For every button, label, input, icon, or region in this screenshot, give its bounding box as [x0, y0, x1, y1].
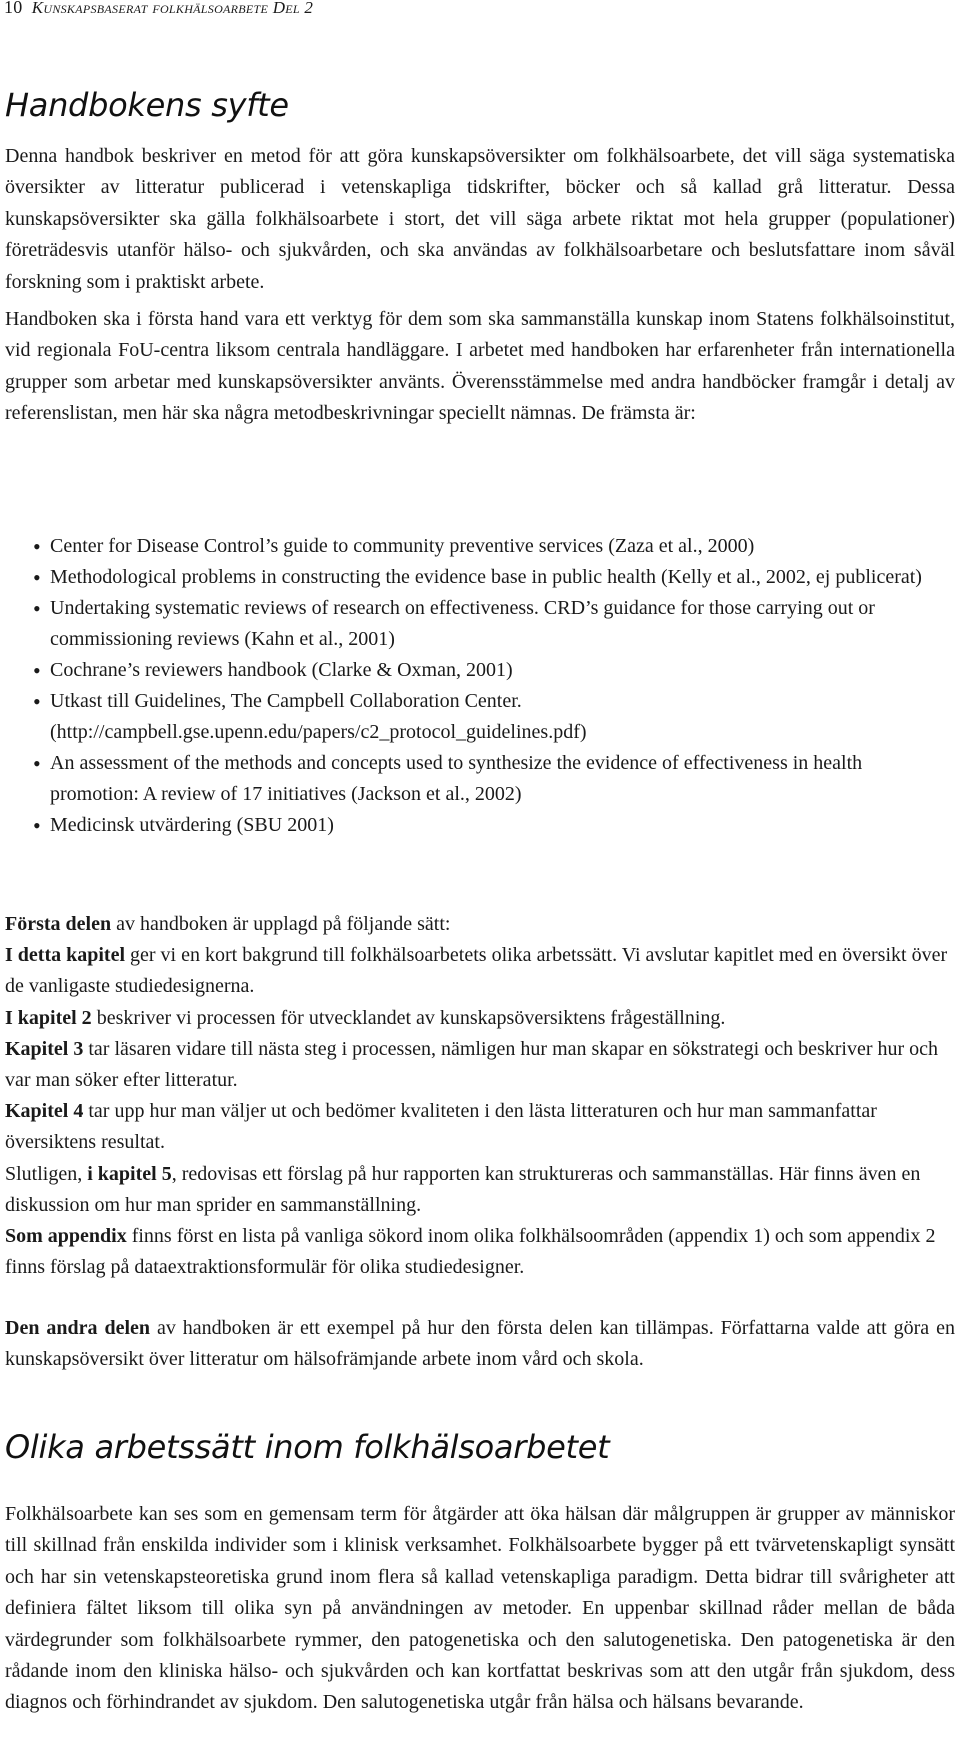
list-item: • Medicinsk utvärdering (SBU 2001) [5, 810, 955, 841]
page-number: 10 [4, 0, 23, 17]
intro-paragraph: Denna handbok beskriver en metod för att göra kunskapsöversikter om folkhälsoarbete, det vill säga systematiska översikter av litteratur publicerad i vetenskapliga tidskrifter, böcker och så kallad grå litteratur. Dessa kunskapsöversikter ska gälla folkhälsoarbete i stort, det vill säga arbete riktat mot hela grupper (populationer) företrädesvis utanför hälso- och sjukvården, och ska användas av folkhälsoarbetare och beslutsfattare inom såväl forskning som i praktiskt arbete. [5, 145, 955, 293]
section-heading-olika-arbetssatt: Olika arbetssätt inom folkhälsoarbetet [5, 1428, 610, 1466]
section-heading-handbokens-syfte: Handbokens syfte [5, 86, 289, 124]
list-item: • Center for Disease Control’s guide to community preventive services (Zaza et al., 2000) [5, 531, 955, 562]
structure-line: Som appendix finns först en lista på vanliga sökord inom olika folkhälsoområden (appendix 1) och som appendix 2 finns förslag på dataextraktionsformulär för olika studiedesigner. [5, 1225, 936, 1279]
structure-line: I detta kapitel ger vi en kort bakgrund till folkhälsoarbetets olika arbetssätt. Vi avslutar kapitlet med en översikt över de vanligaste studiedesignerna. [5, 944, 948, 998]
structure-line: I kapitel 2 beskriver vi processen för utvecklandet av kunskapsöversiktens frågeställning. [5, 1006, 726, 1029]
structure-line: Kapitel 4 tar upp hur man väljer ut och bedömer kvaliteten i den lästa litteraturen och hur man sammanfattar översiktens resultat. [5, 1100, 877, 1154]
handbook-structure [5, 909, 955, 1283]
structure-line: Kapitel 3 tar läsaren vidare till nästa steg i processen, nämligen hur man skapar en sökstrategi och beskriver hur och var man söker efter litteratur. [5, 1037, 939, 1092]
list-item: • Cochrane’s reviewers handbook (Clarke & Oxman, 2001) [5, 655, 955, 686]
public-health-paragraph: Folkhälsoarbete kan ses som en gemensam term för åtgärder att öka hälsan där målgruppen är grupper av människor till skillnad från enskilda individer som i klinisk verksamhet. Folkhälsoarbete bygger på ett tvärvetenskapligt synsätt och har sin vetenskapsteoretiska grund inom flera så kallad vetenskapliga paradigm. Detta bidrar till svårigheter att definiera fältet liksom till olika syn på användningen av metoder. En uppenbar skillnad råder mellan de båda värdegrunder som folkhälsoarbete rymmer, den patogenetiska och den salutogenetiska. Den patogenetiska är den rådande inom den kliniska hälso- och sjukvården och kan kortfattat beskrivas som att den utgår från sjukdom, dess diagnos och förhindrandet av sjukdom. Den salutogenetiska utgår från hälsa och hälsans bevarande. [5, 1503, 955, 1714]
running-head-title: Kunskapsbaserat folkhälsoarbete Del 2 [31, 0, 314, 17]
running-head [4, 0, 313, 18]
handbook-purpose-paragraph: Handboken ska i första hand vara ett verktyg för dem som ska sammanställa kunskap inom Statens folkhälsoinstitut, vid regionala FoU-centra liksom centrala handläggare. I arbetet med handboken har erfarenheter från internationella grupper som arbetar med kunskapsöversikter använts. Överensstämmelse med andra handböcker framgår i detalj av referenslistan, men här ska några metodbeskrivningar speciellt nämnas. De främsta är: [5, 308, 955, 425]
structure-line: Första delen av handboken är upplagd på följande sätt: [5, 913, 451, 935]
list-item: • Methodological problems in constructing the evidence base in public health (Kelly et al., 2002, ej publicerat) [5, 562, 955, 593]
part-two-paragraph: Den andra delen av handboken är ett exempel på hur den första delen kan tillämpas. Författarna valde att göra en kunskapsöversikt över litteratur om hälsofrämjande arbete inom vård och skola. [5, 1317, 955, 1371]
list-item: • Undertaking systematic reviews of research on effectiveness. CRD’s guidance for those carrying out or commissioning reviews (Kahn et al., 2001) [5, 593, 955, 655]
structure-line: Slutligen, i kapitel 5, redovisas ett förslag på hur rapporten kan struktureras och sammanställas. Här finns även en diskussion om hur man sprider en sammanställning. [5, 1162, 921, 1216]
list-item: • An assessment of the methods and concepts used to synthesize the evidence of effectiveness in health promotion: A review of 17 initiatives (Jackson et al., 2002) [5, 748, 955, 810]
list-item: • Utkast till Guidelines, The Campbell Collaboration Center. (http://campbell.gse.upenn.edu/papers/c2_protocol_guidelines.pdf) [5, 686, 955, 748]
method-reference-list [5, 531, 955, 841]
